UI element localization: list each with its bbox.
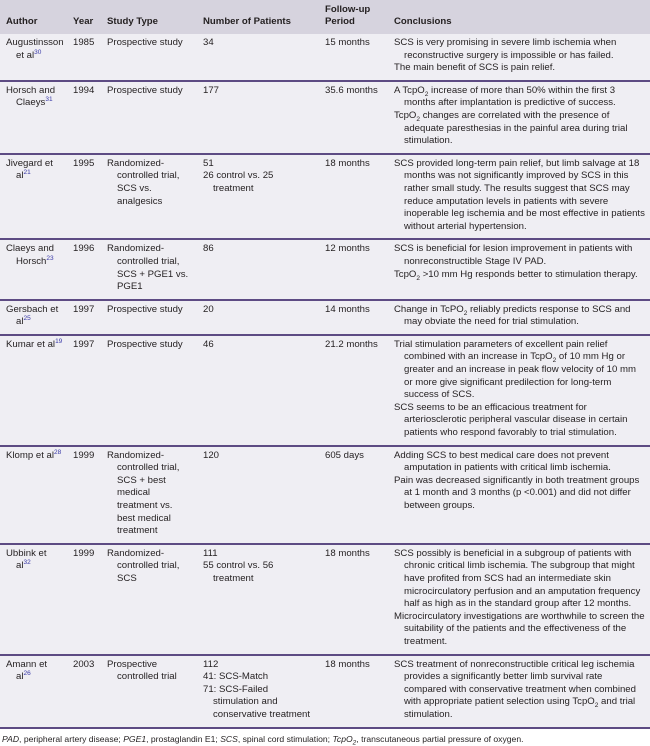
- patients-cell: [197, 335, 319, 446]
- patients-line: 51: [203, 157, 214, 169]
- followup-cell: 14 months: [319, 300, 388, 335]
- header-followup: Follow-up Period: [319, 0, 388, 34]
- year-cell: 1995: [67, 154, 101, 240]
- table-row: [0, 446, 650, 544]
- year-cell: 1997: [67, 300, 101, 335]
- patients-line: 55 control vs. 56 treatment: [203, 560, 274, 584]
- table-row: [0, 81, 650, 154]
- year-cell: 1994: [67, 81, 101, 154]
- study-type-cell: [101, 300, 197, 335]
- author-text: Gersbach et al: [6, 303, 59, 328]
- author-cell: [0, 544, 67, 655]
- followup-cell: 21.2 months: [319, 335, 388, 446]
- conclusions-cell: [388, 300, 650, 335]
- reference-link[interactable]: 25: [23, 315, 31, 323]
- followup-cell: 12 months: [319, 239, 388, 299]
- patients-line: 34: [203, 37, 214, 48]
- conclusion-paragraph: Microcirculatory investigations are worthwhile to screen the suitability of the patients and the effectiveness of the treatment.: [394, 610, 645, 647]
- conclusion-paragraph: Trial stimulation parameters of excellent pain relief combined with an increase in TcpO$_2$ of 10 mm Hg or greater and an increase in peak flow velocity of 10 mm or more give significant predilection for long-term success of SCS.: [394, 338, 636, 401]
- patients-line: 20: [203, 303, 214, 315]
- table-body: [0, 34, 650, 728]
- patients-cell: [197, 300, 319, 335]
- followup-cell: 18 months: [319, 544, 388, 655]
- followup-cell: 15 months: [319, 34, 388, 81]
- patients-cell: [197, 239, 319, 299]
- study-type-text: Prospective study: [107, 338, 183, 350]
- reference-link[interactable]: 32: [23, 559, 31, 567]
- author-cell: [0, 239, 67, 299]
- footnote-definition: , prostaglandin E1;: [146, 733, 221, 744]
- study-type-cell: [101, 239, 197, 299]
- conclusions-cell: [388, 446, 650, 544]
- footnote-abbreviation: TcpO$_2$: [332, 733, 357, 746]
- conclusion-paragraph: SCS possibly is beneficial in a subgroup of patients with chronic critical limb ischemia. The subgroup that might have profited from SCS had an intermediate skin microcirculatory perfusion and an amputation frequency half as high as in the standard group after 12 months.: [394, 547, 641, 610]
- study-type-cell: [101, 446, 197, 544]
- patients-line: 120: [203, 449, 220, 461]
- author-cell: [0, 154, 67, 240]
- footnote-abbreviation: PAD: [2, 733, 20, 744]
- footnote-abbreviation: PGE1: [123, 733, 147, 744]
- study-type-text: Randomized-controlled trial, SCS vs. analgesics: [107, 157, 180, 207]
- conclusion-paragraph: Adding SCS to best medical care does not prevent amputation in patients with critical limb ischemia.: [394, 449, 611, 474]
- header-row: [0, 0, 650, 34]
- study-type-cell: [101, 335, 197, 446]
- author-text: Kumar et al: [6, 338, 56, 350]
- table-footnote: [0, 729, 650, 745]
- conclusion-paragraph: Pain was decreased significantly in both treatment groups at 1 month and 3 months (p <0.001) and did not differ between groups.: [394, 474, 640, 511]
- conclusion-paragraph: SCS treatment of nonreconstructible critical leg ischemia provides a significantly better limb survival rate compared with conservative treatment when combined with appropriate patient selection using TcpO$_2$ and trial stimulation.: [394, 658, 636, 720]
- author-text: Claeys and Horsch: [6, 243, 54, 267]
- conclusions-cell: [388, 335, 650, 446]
- conclusions-cell: [388, 154, 650, 240]
- table-row: [0, 655, 650, 728]
- patients-line: 26 control vs. 25 treatment: [203, 170, 274, 194]
- conclusion-paragraph: TcpO$_2$ changes are correlated with the presence of adequate paresthesias in the painful area during trial stimulation.: [394, 109, 628, 147]
- author-name: [6, 158, 63, 183]
- footnote-definition: , peripheral artery disease;: [19, 733, 124, 744]
- table-row: [0, 34, 650, 81]
- header-patients: Number of Patients: [197, 0, 319, 34]
- reference-link[interactable]: 21: [23, 169, 31, 177]
- patients-cell: [197, 34, 319, 81]
- followup-cell: 605 days: [319, 446, 388, 544]
- reference-link[interactable]: 26: [23, 670, 31, 678]
- author-name: [6, 339, 63, 352]
- table-row: [0, 335, 650, 446]
- header-year: Year: [67, 0, 101, 34]
- reference-link[interactable]: 30: [34, 48, 42, 56]
- table-header: [0, 0, 650, 34]
- patients-line: 41: SCS-Match: [203, 671, 269, 683]
- author-name: [6, 243, 63, 268]
- patients-cell: [197, 446, 319, 544]
- year-cell: 1999: [67, 544, 101, 655]
- footnote-abbreviation: SCS: [220, 733, 238, 744]
- year-cell: 1996: [67, 239, 101, 299]
- conclusion-paragraph: Change in TcPO$_2$ reliably predicts response to SCS and may obviate the need for trial stimulation.: [394, 303, 631, 328]
- study-type-text: Prospective study: [107, 84, 183, 96]
- followup-cell: 18 months: [319, 154, 388, 240]
- study-type-cell: [101, 544, 197, 655]
- patients-line: 177: [203, 84, 220, 96]
- study-type-text: Prospective controlled trial: [107, 658, 177, 683]
- conclusion-paragraph: SCS is beneficial for lesion improvement in patients with nonreconstructible Stage IV PAD.: [394, 243, 633, 267]
- followup-cell: 35.6 months: [319, 81, 388, 154]
- author-cell: [0, 34, 67, 81]
- reference-link[interactable]: 28: [54, 448, 62, 456]
- author-name: [6, 304, 63, 329]
- year-cell: 1985: [67, 34, 101, 81]
- patients-line: 46: [203, 338, 214, 350]
- header-study-type: Study Type: [101, 0, 197, 34]
- study-type-text: Randomized-controlled trial, SCS + PGE1 vs. PGE1: [107, 243, 189, 293]
- author-text: Horsch and Claeys: [6, 84, 56, 109]
- study-type-text: Randomized-controlled trial, SCS + best medical treatment vs. best medical treatment: [107, 449, 180, 537]
- reference-link[interactable]: 19: [55, 337, 63, 345]
- study-type-text: Prospective study: [107, 37, 183, 48]
- year-cell: 2003: [67, 655, 101, 728]
- table-row: [0, 544, 650, 655]
- footnote-definition: , transcutaneous partial pressure of oxygen.: [356, 733, 524, 744]
- year-cell: 1999: [67, 446, 101, 544]
- conclusions-cell: [388, 239, 650, 299]
- author-name: [6, 450, 63, 463]
- conclusion-paragraph: The main benefit of SCS is pain relief.: [394, 62, 556, 74]
- author-name: [6, 37, 63, 62]
- followup-cell: 18 months: [319, 655, 388, 728]
- author-cell: [0, 446, 67, 544]
- patients-line: 71: SCS-Failed stimulation and conservative treatment: [203, 683, 311, 720]
- study-type-cell: [101, 81, 197, 154]
- footnote-definition: , spinal cord stimulation;: [237, 733, 333, 744]
- table-row: [0, 239, 650, 299]
- conclusions-cell: [388, 81, 650, 154]
- author-name: [6, 85, 63, 110]
- author-name: [6, 548, 63, 573]
- conclusion-paragraph: A TcpO$_2$ increase of more than 50% within the first 3 months after implantation is predictive of success.: [394, 84, 616, 109]
- author-text: Klomp et al: [6, 449, 54, 461]
- conclusions-cell: [388, 34, 650, 81]
- table-row: [0, 154, 650, 240]
- author-text: Jivegard et al: [6, 157, 53, 182]
- study-type-text: Prospective study: [107, 303, 183, 315]
- author-text: Ubbink et al: [6, 547, 47, 572]
- author-text: Amann et al: [6, 658, 48, 683]
- author-cell: [0, 335, 67, 446]
- conclusions-cell: [388, 544, 650, 655]
- conclusion-paragraph: SCS seems to be an efficacious treatment for arteriosclerotic peripheral vascular disease in certain patients who respond favorably to trial stimulation.: [394, 401, 628, 439]
- conclusion-paragraph: TcpO$_2$ >10 mm Hg responds better to stimulation therapy.: [394, 268, 638, 282]
- patients-cell: [197, 154, 319, 240]
- reference-link[interactable]: 23: [46, 254, 54, 262]
- author-cell: [0, 655, 67, 728]
- reference-link[interactable]: 31: [45, 96, 53, 104]
- author-cell: [0, 300, 67, 335]
- author-cell: [0, 81, 67, 154]
- conclusion-paragraph: SCS provided long-term pain relief, but limb salvage at 18 months was not significantly improved by SCS in this rather small study. The results suggest that SCS may reduce amputation levels in patients with severe inoperable leg ischemia and be most effective in patients without arterial hypertension.: [394, 157, 645, 232]
- patients-cell: [197, 655, 319, 728]
- header-author: Author: [0, 0, 67, 34]
- conclusion-paragraph: SCS is very promising in severe limb ischemia when reconstructive surgery is impossible or has failed.: [394, 37, 617, 61]
- patients-line: 111: [203, 547, 218, 559]
- patients-line: 112: [203, 658, 219, 670]
- patients-cell: [197, 81, 319, 154]
- study-type-cell: [101, 34, 197, 81]
- study-type-cell: [101, 655, 197, 728]
- header-conclusions: Conclusions: [388, 0, 650, 34]
- table-row: [0, 300, 650, 335]
- study-type-cell: [101, 154, 197, 240]
- author-name: [6, 659, 63, 684]
- patients-cell: [197, 544, 319, 655]
- study-type-text: Randomized-controlled trial, SCS: [107, 547, 180, 584]
- author-text: Augustinsson et al: [6, 37, 64, 61]
- year-cell: 1997: [67, 335, 101, 446]
- conclusions-cell: [388, 655, 650, 728]
- patients-line: 86: [203, 243, 214, 255]
